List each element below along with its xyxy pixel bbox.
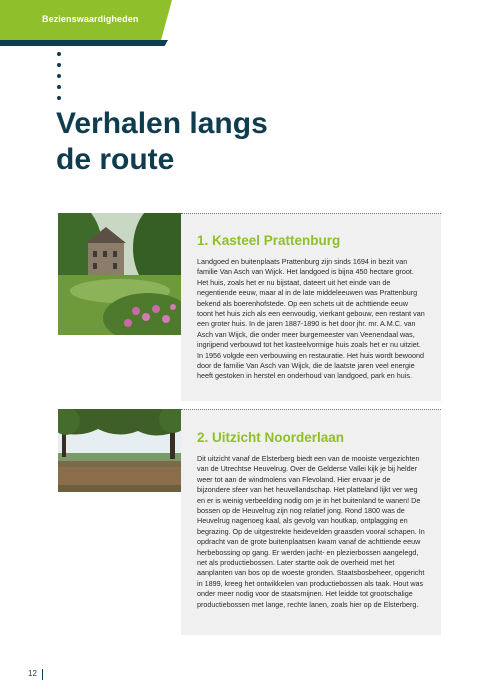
dot — [57, 96, 61, 100]
section-heading: 1. Kasteel Prattenburg — [197, 233, 341, 248]
castle-photo — [58, 213, 181, 335]
landscape-photo — [58, 409, 181, 492]
section-heading: 2. Uitzicht Noorderlaan — [197, 430, 345, 445]
section-tab-label: Bezienswaardigheden — [42, 14, 139, 24]
section-body: Dit uitzicht vanaf de Elsterberg biedt een van de mooiste vergezichten van de Utrechtse Heuvelrug. Over de Gelderse Vallei kijk je bij helder weer tot aan de windmolens van Flevoland. Hier ervaar je de bijzondere sfeer van het heuvellandschap. Het platteland lijkt ver weg en er is weinig verbeelding nodig om je in het buitenland te wanen! De bossen op de Heuvelrug zijn nog relatief jong. Rond 1800 was de Heuvelrug nagenoeg kaal, als gevolg van houtkap, ontplagging en begrazing. Op de uitgestrekte heidevelden graasden vooral schapen. In opdracht van de grote buitenplaatsen kwam vanaf de achttiende eeuw herbebossing op gang. Er werden jacht- en plezierbossen aangelegd, net als productiebossen. Later startte ook de overheid met het aanplanten van bos op de woeste gronden. Staatsbosbeheer, opgericht in 1899, kreeg het ontwikkelen van productiebossen als taak. Hout was onder meer nodig voor de staatsmijnen. Het leidde tot grootschalige productiebossen met lange, rechte lanen, zoals hier op de Elsterberg. — [197, 454, 425, 609]
dot — [57, 52, 61, 56]
section-body: Landgoed en buitenplaats Prattenburg zijn sinds 1694 in bezit van familie Van Asch van Wijck. Het landgoed is bijna 450 hectare groot. Het huis, zoals het er nu bijstaat, dateert uit het einde van de negentiende eeuw, maar al in de late middeleeuwen was Prattenburg bekend als boerenhofstede. Op een schets uit de achttiende eeuw toont het huis zich als een eenvoudig, vierkant gebouw, een restant van een groter huis. In de jaren 1887-1890 is het door jhr. mr. A.M.C. van Asch van Wijck, die onder meer burgemeester van Veenendaal was, ingrijpend verbouwd tot het kasteelvormige huis zoals het er nu uitziet. In 1956 volgde een verbouwing en restauratie. Het huis wordt bewoond door de familie Van Asch van Wijck, die de laatste jaren veel energie heeft gestoken in herstel en onderhoud van landgoed, park en huis. — [197, 257, 425, 381]
page-title: Verhalen langs de route — [56, 107, 268, 176]
section-tab-shadow — [0, 40, 168, 46]
decorative-dots — [57, 52, 61, 107]
page-number-divider — [42, 669, 43, 680]
dot — [57, 85, 61, 89]
section-panel-prattenburg — [181, 213, 441, 401]
page-number: 12 — [28, 669, 37, 678]
section-panel-noorderlaan — [181, 409, 441, 635]
dot — [57, 63, 61, 67]
dot — [57, 74, 61, 78]
